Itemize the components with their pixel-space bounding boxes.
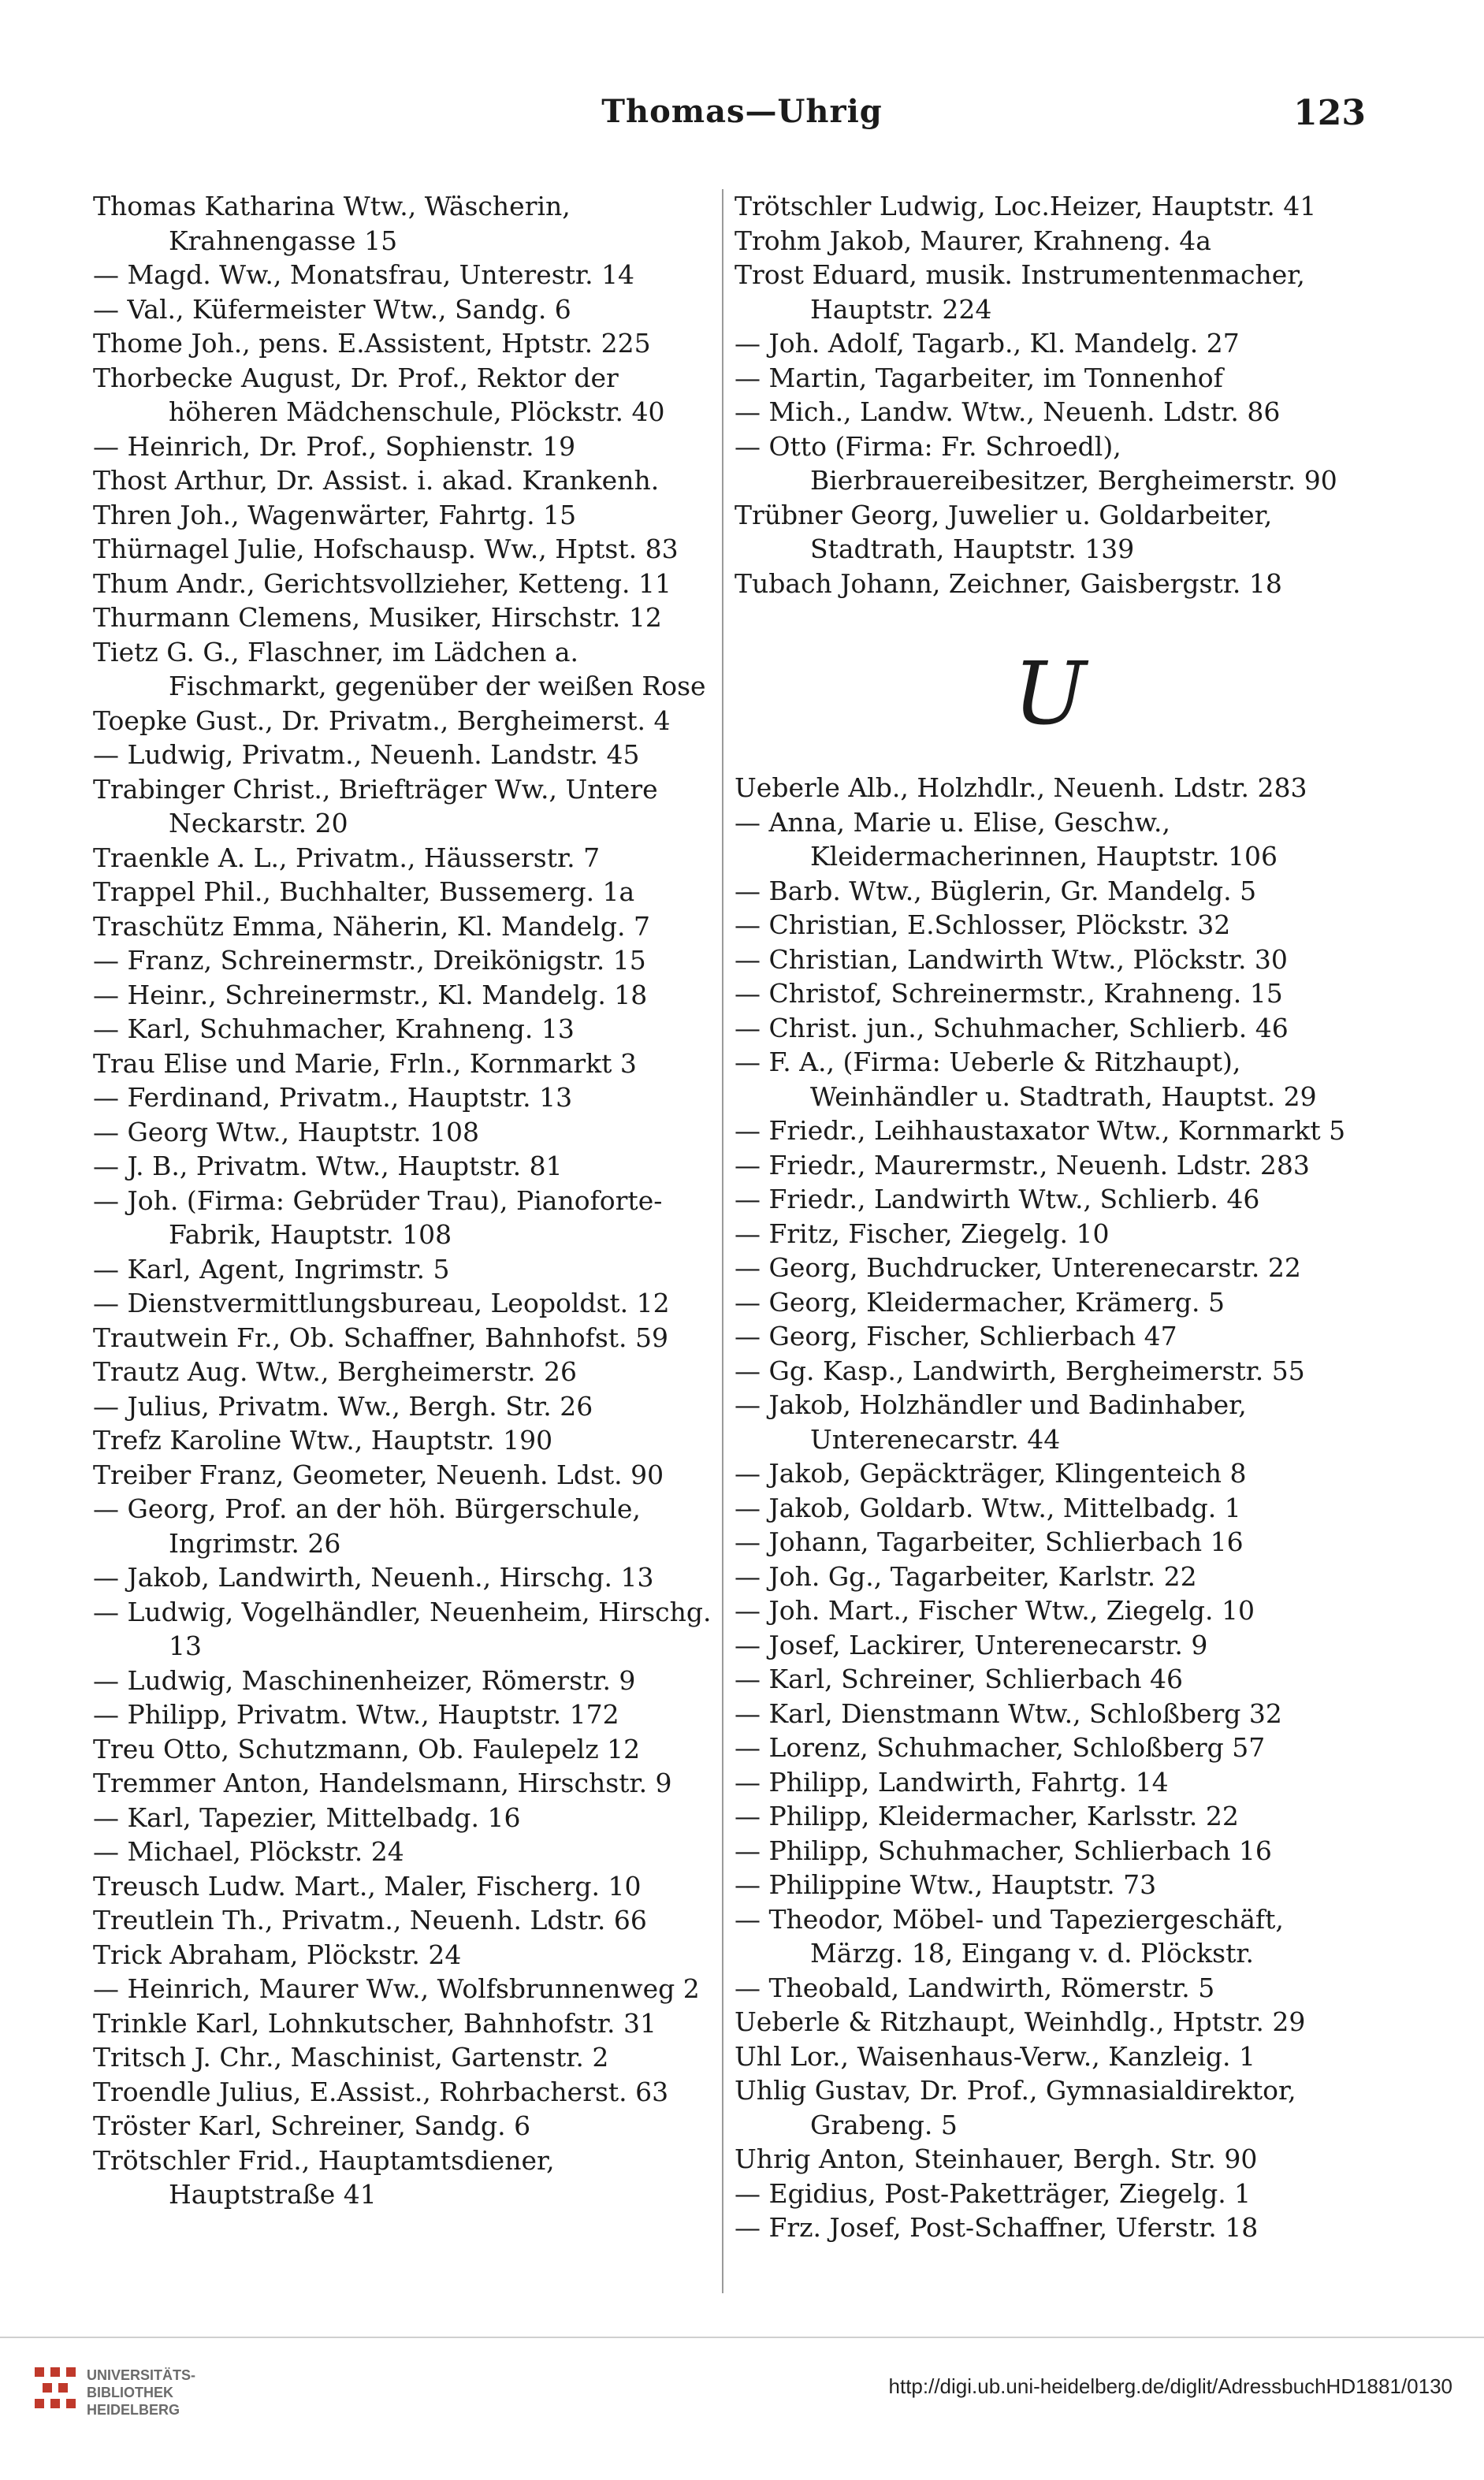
directory-entry: Trötschler Frid., Hauptamtsdiener, Hauptstraße 41 [93, 2144, 563, 2210]
directory-entry: Troendle Julius, E.Assist., Rohrbacherst. 63 [93, 2076, 669, 2107]
directory-entry: Trinkle Karl, Lohnkutscher, Bahnhofstr. 31 [93, 2007, 657, 2039]
right-column [735, 189, 1365, 2245]
directory-entry: — Joh. Gg., Tagarbeiter, Karlstr. 22 [735, 1560, 1197, 1592]
left-column [93, 189, 723, 2212]
section-letter: U [1013, 643, 1087, 744]
directory-entry: — Theobald, Landwirth, Römerstr. 5 [735, 1972, 1215, 2003]
directory-entry: Thren Joh., Wagenwärter, Fahrtg. 15 [93, 499, 577, 530]
directory-entry: Tubach Johann, Zeichner, Gaisbergstr. 18 [735, 567, 1282, 599]
directory-entry: — Barb. Wtw., Büglerin, Gr. Mandelg. 5 [735, 875, 1257, 906]
directory-entry: — Magd. Ww., Monatsfrau, Unterestr. 14 [93, 259, 635, 290]
directory-entry: — Jakob, Goldarb. Wtw., Mittelbadg. 1 [735, 1492, 1241, 1523]
library-name [87, 2367, 195, 2419]
directory-entry: Tritsch J. Chr., Maschinist, Gartenstr. 2 [93, 2042, 609, 2073]
directory-entry: — Gg. Kasp., Landwirth, Bergheimerstr. 55 [735, 1355, 1305, 1386]
directory-entry: Trefz Karoline Wtw., Hauptstr. 190 [93, 1425, 553, 1456]
directory-entry: Trappel Phil., Buchhalter, Bussemerg. 1a [93, 876, 635, 907]
directory-entry: — Dienstvermittlungsbureau, Leopoldst. 12 [93, 1288, 670, 1318]
directory-entry: Traschütz Emma, Näherin, Kl. Mandelg. 7 [93, 910, 650, 942]
directory-entry: Thürnagel Julie, Hofschausp. Ww., Hptst. 83 [93, 534, 679, 564]
directory-entry: Thum Andr., Gerichtsvollzieher, Ketteng. 11 [93, 567, 671, 599]
directory-entry: — Julius, Privatm. Ww., Bergh. Str. 26 [93, 1390, 593, 1422]
directory-entry: Thost Arthur, Dr. Assist. i. akad. Krankenh. [93, 465, 660, 496]
directory-entry: Thurmann Clemens, Musiker, Hirschstr. 12 [93, 602, 662, 633]
directory-entry: — Karl, Schuhmacher, Krahneng. 13 [93, 1013, 575, 1044]
directory-entry: Ueberle & Ritzhaupt, Weinhdlg., Hptstr. 29 [735, 2006, 1306, 2037]
directory-entry: — Georg Wtw., Hauptstr. 108 [93, 1116, 480, 1147]
page-number: 123 [1293, 93, 1366, 133]
directory-entry: — J. B., Privatm. Wtw., Hauptstr. 81 [93, 1151, 563, 1181]
directory-entry: — Christian, Landwirth Wtw., Plöckstr. 30 [735, 943, 1288, 975]
directory-entry: Trübner Georg, Juwelier u. Goldarbeiter, Stadtrath, Hauptstr. 139 [735, 499, 1281, 564]
directory-entry: — Otto (Firma: Fr. Schroedl), Bierbrauereibesitzer, Bergheimerstr. 90 [735, 430, 1337, 496]
directory-entry: — Jakob, Gepäckträger, Klingenteich 8 [735, 1458, 1247, 1489]
directory-entry: — Philippine Wtw., Hauptstr. 73 [735, 1869, 1157, 1900]
directory-entry: Trohm Jakob, Maurer, Krahneng. 4a [735, 225, 1211, 256]
directory-entry: Trabinger Christ., Briefträger Ww., Untere Neckarstr. 20 [93, 773, 667, 838]
directory-entry: Tietz G. G., Flaschner, im Lädchen a. Fischmarkt, gegenüber der weißen Rose [93, 636, 706, 701]
directory-entry: — Philipp, Landwirth, Fahrtg. 14 [735, 1766, 1169, 1798]
directory-entry: — Friedr., Maurermstr., Neuenh. Ldstr. 283 [735, 1149, 1310, 1181]
directory-entry: — Georg, Buchdrucker, Unterenecarstr. 22 [735, 1252, 1301, 1283]
running-title: Thomas—Uhrig [601, 93, 883, 130]
directory-entry: — Ferdinand, Privatm., Hauptstr. 13 [93, 1082, 573, 1113]
directory-entry: Trick Abraham, Plöckstr. 24 [93, 1939, 462, 1970]
directory-entry: Thome Joh., pens. E.Assistent, Hptstr. 225 [93, 328, 651, 359]
directory-entry: — Christ. jun., Schuhmacher, Schlierb. 46 [735, 1012, 1289, 1043]
directory-entry: — Georg, Fischer, Schlierbach 47 [735, 1321, 1177, 1352]
directory-entry: — Ludwig, Vogelhändler, Neuenheim, Hirschg. 13 [93, 1596, 720, 1661]
directory-entry: Traenkle A. L., Privatm., Häusserstr. 7 [93, 842, 601, 873]
directory-entry: Treu Otto, Schutzmann, Ob. Faulepelz 12 [93, 1733, 641, 1764]
directory-entry: — Christian, E.Schlosser, Plöckstr. 32 [735, 909, 1231, 940]
library-name-line: HEIDELBERG [87, 2402, 180, 2418]
directory-entry: Uhl Lor., Waisenhaus-Verw., Kanzleig. 1 [735, 2040, 1255, 2072]
right-column-top-entries [735, 189, 1365, 600]
directory-entry: Uhlig Gustav, Dr. Prof., Gymnasialdirektor, Grabeng. 5 [735, 2075, 1305, 2140]
directory-entry: — Ludwig, Maschinenheizer, Römerstr. 9 [93, 1664, 636, 1696]
directory-entry: — Joh. Adolf, Tagarb., Kl. Mandelg. 27 [735, 328, 1240, 359]
directory-entry: — Josef, Lackirer, Unterenecarstr. 9 [735, 1629, 1208, 1660]
directory-entry: Thorbecke August, Dr. Prof., Rektor der höheren Mädchenschule, Plöckstr. 40 [93, 362, 665, 427]
directory-entry: — Ludwig, Privatm., Neuenh. Landstr. 45 [93, 739, 640, 770]
directory-entry: — Michael, Plöckstr. 24 [93, 1836, 404, 1867]
directory-entry: — Fritz, Fischer, Ziegelg. 10 [735, 1218, 1110, 1249]
directory-entry: — Karl, Schreiner, Schlierbach 46 [735, 1664, 1184, 1694]
library-name-line: BIBLIOTHEK [87, 2385, 173, 2400]
directory-entry: — Friedr., Landwirth Wtw., Schlierb. 46 [735, 1184, 1260, 1214]
directory-entry: Trötschler Ludwig, Loc.Heizer, Hauptstr. 41 [735, 191, 1317, 221]
directory-entry: Trautwein Fr., Ob. Schaffner, Bahnhofst. 59 [93, 1322, 669, 1353]
directory-entry: Treutlein Th., Privatm., Neuenh. Ldstr. 66 [93, 1905, 647, 1935]
right-column-bottom-entries [735, 771, 1365, 2245]
directory-entry: Treusch Ludw. Mart., Maler, Fischerg. 10 [93, 1870, 642, 1902]
directory-entry: — Joh. Mart., Fischer Wtw., Ziegelg. 10 [735, 1595, 1255, 1626]
directory-entry: — Georg, Prof. an der höh. Bürgerschule, Ingrimstr. 26 [93, 1493, 649, 1559]
directory-entry: — Val., Küfermeister Wtw., Sandg. 6 [93, 293, 571, 325]
directory-entry: — Philipp, Kleidermacher, Karlsstr. 22 [735, 1801, 1239, 1831]
directory-entry: — Friedr., Leihhaustaxator Wtw., Kornmarkt 5 [735, 1115, 1346, 1146]
directory-entry: — Philipp, Schuhmacher, Schlierbach 16 [735, 1835, 1272, 1866]
directory-entry: — F. A., (Firma: Ueberle & Ritzhaupt), Weinhändler u. Stadtrath, Hauptst. 29 [735, 1047, 1317, 1112]
column-divider [722, 189, 723, 2293]
directory-entry: Trost Eduard, musik. Instrumentenmacher, Hauptstr. 224 [735, 259, 1314, 325]
directory-entry: — Jakob, Landwirth, Neuenh., Hirschg. 13 [93, 1562, 654, 1593]
directory-entry: Treiber Franz, Geometer, Neuenh. Ldst. 90 [93, 1459, 664, 1490]
page-header [0, 93, 1484, 140]
footer [0, 2337, 1484, 2480]
directory-entry: Toepke Gust., Dr. Privatm., Bergheimerst. 4 [93, 705, 671, 736]
directory-entry: — Anna, Marie u. Elise, Geschw., Kleidermacherinnen, Hauptstr. 106 [735, 806, 1278, 872]
directory-entry: Thomas Katharina Wtw., Wäscherin, Krahnengasse 15 [93, 191, 579, 256]
directory-entry: — Christof, Schreinermstr., Krahneng. 15 [735, 978, 1283, 1009]
directory-entry: — Karl, Dienstmann Wtw., Schloßberg 32 [735, 1697, 1282, 1729]
directory-entry: — Philipp, Privatm. Wtw., Hauptstr. 172 [93, 1699, 619, 1730]
directory-entry: Trautz Aug. Wtw., Bergheimerstr. 26 [93, 1356, 577, 1387]
directory-entry: — Martin, Tagarbeiter, im Tonnenhof [735, 362, 1223, 393]
directory-entry: — Frz. Josef, Post-Schaffner, Uferstr. 18 [735, 2212, 1259, 2243]
directory-entry: Ueberle Alb., Holzhdlr., Neuenh. Ldstr. 283 [735, 772, 1307, 803]
directory-entry: — Karl, Agent, Ingrimstr. 5 [93, 1253, 450, 1285]
directory-entry: — Theodor, Möbel- und Tapeziergeschäft, Märzg. 18, Eingang v. d. Plöckstr. [735, 1903, 1292, 1969]
directory-entry: Trau Elise und Marie, Frln., Kornmarkt 3 [93, 1047, 637, 1079]
university-library-logo-icon [32, 2364, 79, 2411]
directory-entry: — Johann, Tagarbeiter, Schlierbach 16 [735, 1526, 1244, 1557]
library-name-line: UNIVERSITÄTS- [87, 2367, 196, 2383]
directory-entry: — Georg, Kleidermacher, Krämerg. 5 [735, 1286, 1226, 1318]
directory-entry: Tremmer Anton, Handelsmann, Hirschstr. 9 [93, 1768, 672, 1798]
directory-entry: — Karl, Tapezier, Mittelbadg. 16 [93, 1801, 521, 1833]
directory-entry: — Egidius, Post-Paketträger, Ziegelg. 1 [735, 2177, 1252, 2209]
directory-entry: — Heinrich, Dr. Prof., Sophienstr. 19 [93, 430, 576, 462]
directory-entry: — Mich., Landw. Wtw., Neuenh. Ldstr. 86 [735, 396, 1281, 427]
directory-entry: — Heinr., Schreinermstr., Kl. Mandelg. 18 [93, 979, 648, 1010]
directory-entry: — Jakob, Holzhändler und Badinhaber, Unterenecarstr. 44 [735, 1389, 1255, 1455]
directory-entry: — Franz, Schreinermstr., Dreikönigstr. 15 [93, 945, 646, 976]
directory-entry: — Heinrich, Maurer Ww., Wolfsbrunnenweg 2 [93, 1973, 700, 2004]
directory-entry: Uhrig Anton, Steinhauer, Bergh. Str. 90 [735, 2144, 1258, 2174]
directory-entry: — Joh. (Firma: Gebrüder Trau), Pianoforte-Fabrik, Hauptstr. 108 [93, 1184, 663, 1250]
source-url-link[interactable]: http://digi.ub.uni-heidelberg.de/diglit/AdressbuchHD1881/0130 [888, 2374, 1452, 2398]
directory-entry: — Lorenz, Schuhmacher, Schloßberg 57 [735, 1732, 1266, 1763]
footer-rule [0, 2337, 1484, 2338]
directory-entry: Tröster Karl, Schreiner, Sandg. 6 [93, 2110, 531, 2141]
